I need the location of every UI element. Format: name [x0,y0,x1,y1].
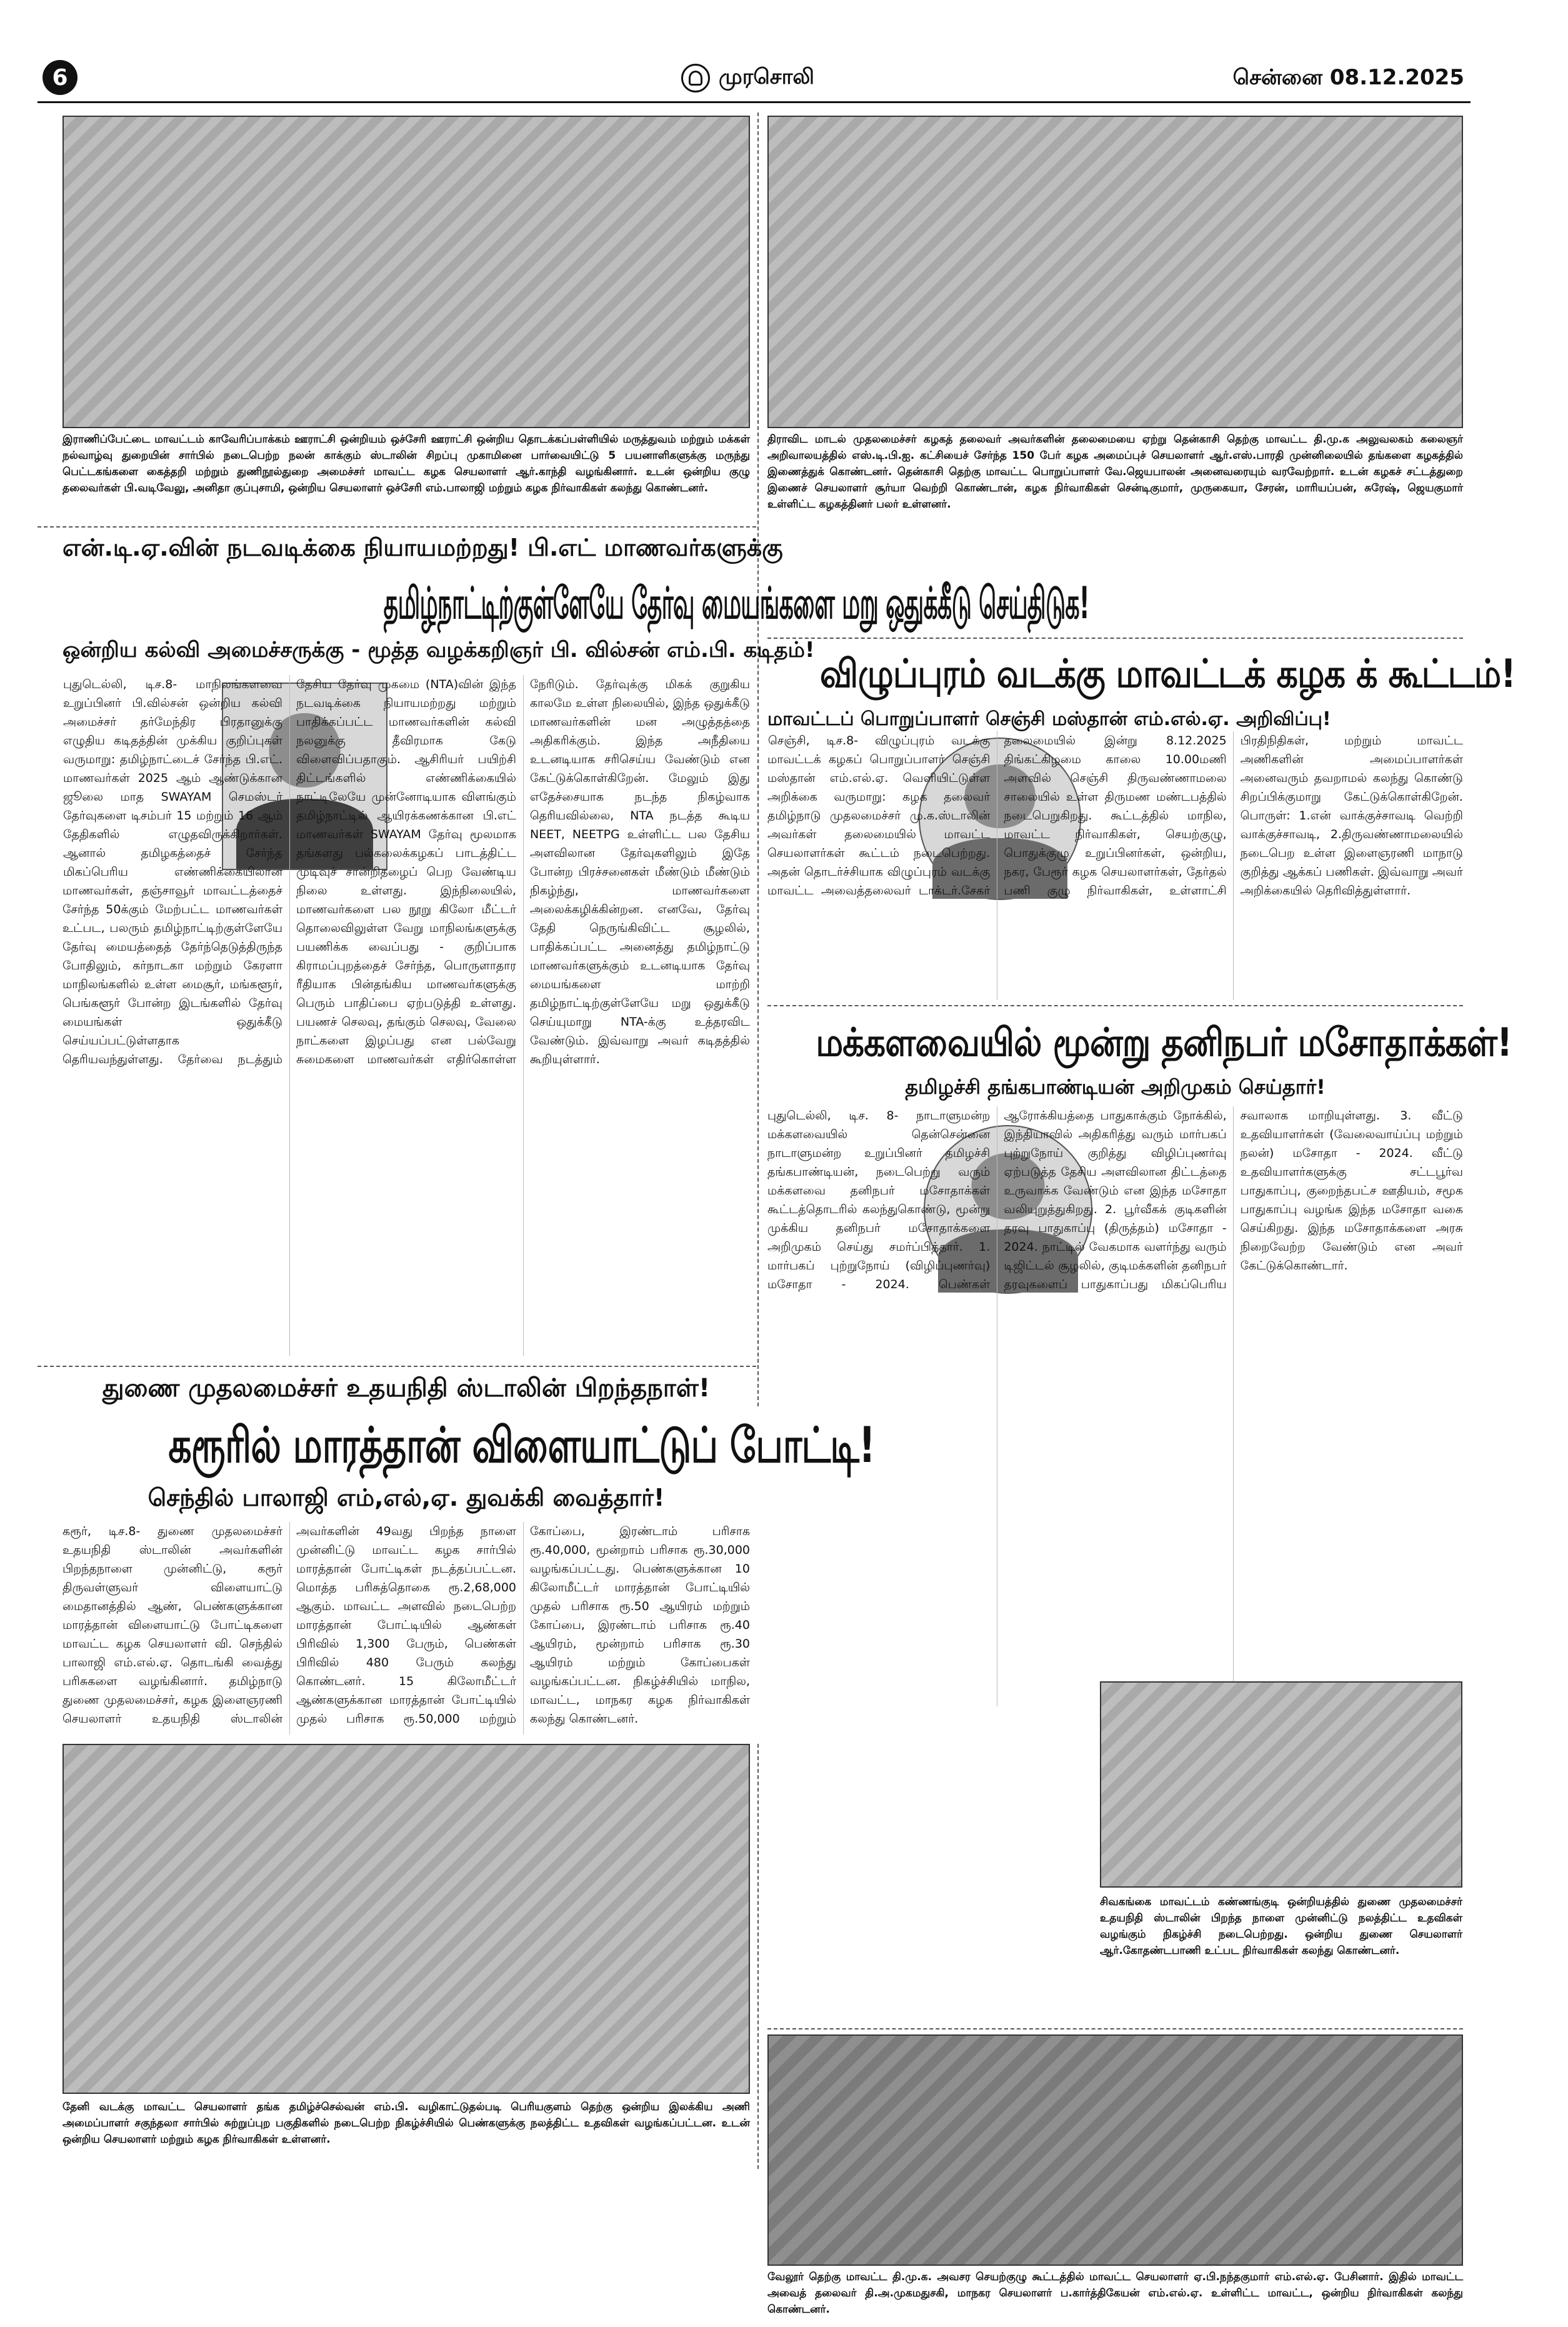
bottom-left-photo [62,1744,750,2094]
villupuram-subhead: மாவட்டப் பொறுப்பாளர் செஞ்சி மஸ்தான் எம்.எல்.ஏ. அறிவிப்பு! [767,708,1331,730]
neet-headline: தமிழ்நாட்டிற்குள்ளேயே தேர்வு மையங்களை மறு ஒதுக்கீடு செய்திடுக! [383,578,1089,629]
section-divider [767,638,1463,639]
rising-sun-emblem-icon [681,64,710,93]
masthead-rule [37,101,1471,103]
masthead [681,63,814,94]
mid-right-caption: சிவகங்கை மாவட்டம் கண்ணங்குடி ஒன்றியத்தில் துணை முதலமைச்சர் உதயநிதி ஸ்டாலின் பிறந்த நாளை முன்னிட்டு நலத்திட்ட உதவிகள் வழங்கும் நிகழ்ச்சி நடைபெற்றது. ஒன்றிய துணை செயலாளர் ஆர்.கோதண்டபாணி உட்பட நிர்வாகிகள் கலந்து கொண்டனர். [1100,1896,1462,1957]
neet-subhead: ஒன்றிய கல்வி அமைச்சருக்கு - மூத்த வழக்கறிஞர் பி. வில்சன் எம்.பி. கடிதம்! [62,638,815,663]
villupuram-headline: விழுப்புரம் வடக்கு மாவட்டக் கழக க் கூட்டம்! [819,651,1516,696]
mid-right-photo [1100,1681,1462,1888]
column-divider [757,1744,759,2169]
section-divider [37,1366,756,1367]
villupuram-body-text: செஞ்சி, டிச.8- விழுப்புரம் வடக்கு மாவட்டக் கழகப் பொறுப்பாளர் செஞ்சி மஸ்தான் எம்.எல்.ஏ. வெளியிட்டுள்ள அறிக்கை வருமாறு: கழக தலைவர் தமிழ்நாடு முதலமைச்சர் மு.க.ஸ்டாலின் அவர்கள் தலைமையில் மாவட்ட செயலாளர்கள் கூட்டம் நடைபெற்றது. அதன் தொடர்ச்சியாக விழுப்புரம் வடக்கு மாவட்ட அவைத்தலைவர் டாக்டர்.சேகர் தலைமையில் இன்று 8.12.2025 திங்கட்கிழமை காலை 10.00மணி அளவில் செஞ்சி திருவண்ணாமலை சாலையில் உள்ள திருமண மண்டபத்தில் நடைபெறுகிறது. கூட்டத்தில் மாநில, மாவட்ட நிர்வாகிகள், செயற்குழு, பொதுக்குழு உறுப்பினர்கள், ஒன்றிய, நகர, பேரூர் கழக செயலாளர்கள், தேர்தல் பணி குழு நிர்வாகிகள், உள்ளாட்சி பிரதிநிதிகள், மற்றும் மாவட்ட அணிகளின் அமைப்பாளர்கள் அனைவரும் தவறாமல் கலந்து கொண்டு சிறப்பிக்குமாறு கேட்டுக்கொள்கிறேன். பொருள்: 1.என் வாக்குச்சாவடி வெற்றி வாக்குச்சாவடி, 2.திருவண்ணாமலையில் நடைபெற உள்ள இளைஞரணி மாநாடு குறித்து ஆக்கப் பணிகள். இவ்வாறு அவர் அறிக்கையில் தெரிவித்துள்ளார். [767,734,1463,898]
bottom-right-photo [767,2034,1463,2266]
bills-article-body [767,1106,1463,1706]
neet-body-text: புதுடெல்லி, டிச.8- மாநிலங்களவை உறுப்பினர் பி.வில்சன் ஒன்றிய கல்வி அமைச்சர் தர்மேந்திர பிரதானுக்கு எழுதிய கடிதத்தின் முக்கிய குறிப்புகள் வருமாறு: தமிழ்நாட்டைச் சேர்ந்த பி.எட். மாணவர்கள் 2025 ஆம் ஆண்டுக்கான ஜூலை மாத SWAYAM செமஸ்டர் தேர்வுகளை டிசம்பர் 15 மற்றும் 16 ஆம் தேதிகளில் எழுதவிருக்கிறார்கள். ஆனால் தமிழகத்தைச் சேர்ந்த மிகப்பெரிய எண்ணிக்கையிலான மாணவர்கள், தஞ்சாவூர் மாவட்டத்தைச் சேர்ந்த 50க்கும் மேற்பட்ட மாணவர்கள் உட்பட, பலரும் தமிழ்நாட்டிற்குள்ளேயே தேர்வு மையத்தைத் தேர்ந்தெடுத்திருந்த போதிலும், கர்நாடகா மற்றும் கேரளா மாநிலங்களில் உள்ள மைசூர், மங்களூர், பெங்களூர் போன்ற இடங்களில் தேர்வு மையங்கள் ஒதுக்கீடு செய்யப்பட்டுள்ளதாக தெரியவந்துள்ளது. தேர்வை நடத்தும் தேசிய தேர்வு முகமை (NTA)வின் இந்த நடவடிக்கை நியாயமற்றது மற்றும் பாதிக்கப்பட்ட மாணவர்களின் கல்வி நலனுக்கு தீவிரமாக கேடு விளைவிப்பதாகும். ஆசிரியர் பயிற்சி திட்டங்களில் எண்ணிக்கையில் நாட்டிலேயே முன்னோடியாக விளங்கும் தமிழ்நாட்டில் ஆயிரக்கணக்கான பி.எட் மாணவர்கள் SWAYAM தேர்வு மூலமாக தங்களது பல்கலைக்கழகப் பாடத்திட்ட முடிவுச் சான்றிதழைப் பெற வேண்டிய நிலை உள்ளது. இந்நிலையில், மாணவர்களை பல நூறு கிலோ மீட்டர் தொலைவிலுள்ள வேறு மாநிலங்களுக்கு பயணிக்க வைப்பது - குறிப்பாக கிராமப்புறத்தைச் சேர்ந்த, பொருளாதார ரீதியாக பின்தங்கிய மாணவர்களுக்கு பெரும் பாதிப்பை ஏற்படுத்தி உள்ளது. பயணச் செலவு, தங்கும் செலவு, வேலை நாட்களை இழப்பது என பல்வேறு சுமைகளை மாணவர்கள் எதிர்கொள்ள நேரிடும். தேர்வுக்கு மிகக் குறுகிய காலமே உள்ள நிலையில், இந்த ஒதுக்கீடு மாணவர்களின் மன அழுத்தத்தை அதிகரிக்கும். இந்த அநீதியை உடனடியாக சரிசெய்ய வேண்டும் என கேட்டுக்கொள்கிறேன். மேலும் இது எதேச்சையாக நடந்த நிகழ்வாக தெரியவில்லை, NTA நடத்த கூடிய NEET, NEETPG உள்ளிட்ட பல தேசிய அளவிலான தேர்வுகளிலும் இதே போன்ற பிரச்சனைகள் மீண்டும் மீண்டும் நிகழ்ந்து, மாணவர்களை அலைக்கழிக்கின்றன. எனவே, தேர்வு தேதி நெருங்கிவிட்ட சூழலில், பாதிக்கப்பட்ட அனைத்து தமிழ்நாட்டு மாணவர்களுக்கும் உடனடியாக தேர்வு மையங்களை மாற்றி தமிழ்நாட்டிற்குள்ளேயே மறு ஒதுக்கீடு செய்யுமாறு NTA-க்கு உத்தரவிட வேண்டும். இவ்வாறு அவர் கடிதத்தில் கூறியுள்ளார். [62,678,750,1066]
marathon-kicker: துணை முதலமைச்சர் உதயநிதி ஸ்டாலின் பிறந்தநாள்! [102,1374,711,1403]
page-number: 6 [42,60,77,95]
masthead-title: முரசொலி [719,64,814,89]
villupuram-article-body [767,731,1463,1000]
bills-subhead: தமிழச்சி தங்கபாண்டியன் அறிமுகம் செய்தார்! [905,1075,1326,1099]
top-right-caption: திராவிட மாடல் முதலமைச்சர் கழகத் தலைவர் அவர்களின் தலைமையை ஏற்று தென்காசி தெற்கு மாவட்ட தி.மு.க அலுவலகம் கலைஞர் அறிவாலயத்தில் எஸ்.டி.பி.ஐ. கட்சியைச் சேர்ந்த 150 பேர் கழக அமைப்புச் செயலாளர் ஆர்.எஸ்.பாரதி முன்னிலையில் தங்களை கழகத்தில் இணைத்துக் கொண்டனர். தென்காசி தெற்கு மாவட்ட பொறுப்பாளர் வே.ஜெயபாலன் அனைவரையும் வரவேற்றார். உடன் கழகச் சட்டத்துறை இணைச் செயலாளர் சூர்யா வெற்றி கொண்டான், கழக நிர்வாகிகள் சென்டிகுமார், முருகையா, சேரன், மாரியப்பன், சுரேஷ், ஜெயகுமார் உள்ளிட்ட கழகத்தினர் பலர் உள்ளனர். [767,433,1463,511]
section-divider [767,2028,1463,2029]
marathon-body-text: கரூர், டிச.8- துணை முதலமைச்சர் உதயநிதி ஸ்டாலின் அவர்களின் பிறந்தநாளை முன்னிட்டு, கரூர் திருவள்ளுவர் விளையாட்டு மைதானத்தில் ஆண், பெண்களுக்கான மாரத்தான் விளையாட்டு போட்டிகளை மாவட்ட கழக செயலாளர் வி. செந்தில் பாலாஜி எம்.எல்.ஏ. தொடங்கி வைத்து பரிசுகளை வழங்கினார். தமிழ்நாடு துணை முதலமைச்சர், கழக இளைஞரணி செயலாளர் உதயநிதி ஸ்டாலின் அவர்களின் 49வது பிறந்த நாளை முன்னிட்டு மாவட்ட கழக சார்பில் மாரத்தான் போட்டிகள் நடத்தப்பட்டன. மொத்த பரிசுத்தொகை ரூ.2,68,000 ஆகும். மாவட்ட அளவில் நடைபெற்ற மாரத்தான் போட்டியில் ஆண்கள் பிரிவில் 1,300 பேரும், பெண்கள் பிரிவில் 480 பேரும் கலந்து கொண்டனர். 15 கிலோமீட்டர் ஆண்களுக்கான மாரத்தான் போட்டியில் முதல் பரிசாக ரூ.50,000 மற்றும் கோப்பை, இரண்டாம் பரிசாக ரூ.40,000, மூன்றாம் பரிசாக ரூ.30,000 வழங்கப்பட்டது. பெண்களுக்கான 10 கிலோமீட்டர் மாரத்தான் போட்டியில் முதல் பரிசாக ரூ.50 ஆயிரம் மற்றும் கோப்பை, இரண்டாம் பரிசாக ரூ.40 ஆயிரம், மூன்றாம் பரிசாக ரூ.30 ஆயிரம் மற்றும் கோப்பைகள் வழங்கப்பட்டன. நிகழ்ச்சியில் மாநில, மாவட்ட, மாநகர கழக நிர்வாகிகள் கலந்து கொண்டனர். [62,1524,750,1726]
section-divider [767,1005,1463,1006]
neet-article-body [62,675,750,1356]
bills-body-text: புதுடெல்லி, டிச. 8- நாடாளுமன்ற மக்களவையில் தென்சென்னை நாடாளுமன்ற உறுப்பினர் தமிழச்சி தங்கபாண்டியன், நடைபெற்று வரும் மக்களவை தனிநபர் மசோதாக்கள் கூட்டத்தொடரில் கலந்துகொண்டு, மூன்று முக்கிய தனிநபர் மசோதாக்களை அறிமுகம் செய்து சமர்ப்பித்தார். 1. மார்பகப் புற்றுநோய் (விழிப்புணர்வு) மசோதா - 2024. பெண்கள் ஆரோக்கியத்தை பாதுகாக்கும் நோக்கில், இந்தியாவில் அதிகரித்து வரும் மார்பகப் புற்றுநோய் குறித்து விழிப்புணர்வு ஏற்படுத்த தேசிய அளவிலான திட்டத்தை உருவாக்க வேண்டும் என இந்த மசோதா வலியுறுத்துகிறது. 2. பூர்வீகக் குடிகளின் தரவு பாதுகாப்பு (திருத்தம்) மசோதா - 2024. நாட்டில் வேகமாக வளர்ந்து வரும் டிஜிட்டல் சூழலில், குடிமக்களின் தனிநபர் தரவுகளைப் பாதுகாப்பது மிகப்பெரிய சவாலாக மாறியுள்ளது. 3. வீட்டு உதவியாளர்கள் (வேலைவாய்ப்பு மற்றும் நலன்) மசோதா - 2024. வீட்டு உதவியாளர்களுக்கு சட்டபூர்வ பாதுகாப்பு, குறைந்தபட்ச ஊதியம், சமூக பாதுகாப்பு வழங்க இந்த மசோதா வகை செய்கிறது. இந்த மசோதாக்களை அரசு நிறைவேற்ற வேண்டும் என அவர் கேட்டுக்கொண்டார். [767,1109,1463,1291]
marathon-headline: கரூரில் மாரத்தான் விளையாட்டுப் போட்டி! [168,1418,875,1474]
section-divider [37,526,756,528]
marathon-subhead: செந்தில் பாலாஜி எம்,எல்,ஏ. துவக்கி வைத்தார்! [147,1484,665,1511]
marathon-article-body [62,1522,750,1734]
top-left-photo [62,116,750,428]
top-right-photo [767,116,1463,428]
city-date: சென்னை 08.12.2025 [1232,65,1464,90]
neet-kicker: என்.டி.ஏ.வின் நடவடிக்கை நியாயமற்றது! பி.எட் மாணவர்களுக்கு [62,534,783,561]
bottom-left-caption: தேனி வடக்கு மாவட்ட செயலாளர் தங்க தமிழ்ச்செல்வன் எம்.பி. வழிகாட்டுதல்படி பெரியகுளம் தெற்கு ஒன்றிய இலக்கிய அணி அமைப்பாளர் சகுந்தலா சார்பில் சுற்றுப்புற பகுதிகளில் நடைபெற்ற நிகழ்ச்சியில் பெண்களுக்கு நலத்திட்ட உதவிகள் வழங்கப்பட்டன. உடன் ஒன்றிய செயலாளர் மற்றும் கழக நிர்வாகிகள் உள்ளனர். [62,2101,750,2146]
column-divider [757,747,759,1406]
bills-headline: மக்களவையில் மூன்று தனிநபர் மசோதாக்கள்! [816,1019,1512,1065]
top-left-caption: இராணிப்பேட்டை மாவட்டம் காவேரிப்பாக்கம் ஊராட்சி ஒன்றியம் ஒச்சேரி ஊராட்சி ஒன்றிய தொடக்கப்பள்ளியில் மருத்துவம் மற்றும் மக்கள் நல்வாழ்வு துறையின் சார்பில் நடைபெற்ற நலன் காக்கும் ஸ்டாலின் சிறப்பு முகாமினை பார்வையிட்டு 5 பயனாளிகளுக்கு மருந்து பெட்டகங்களை கைத்தறி மற்றும் துணிநூல்துறை அமைச்சர் மாவட்ட கழக செயலாளர் ஆர்.காந்தி வழங்கினார். உடன் ஒன்றிய குழு தலைவர்கள் பி.வடிவேலு, அனிதா குப்புசாமி, ஒன்றிய செயலாளர் ஒச்சேரி எம்.பாலாஜி மற்றும் கழக நிர்வாகிகள் கலந்து கொண்டனர். [62,433,750,494]
bottom-right-caption: வேலூர் தெற்கு மாவட்ட தி.மு.க. அவசர செயற்குழு கூட்டத்தில் மாவட்ட செயலாளர் ஏ.பி.நந்தகுமார் எம்.எல்.ஏ. பேசினார். இதில் மாவட்ட அவைத் தலைவர் தி.அ.முகமதுசகி, மாநகர செயலாளர் ப.கார்த்திகேயன் எம்.எல்.ஏ. உள்ளிட்ட மாவட்ட, ஒன்றிய நிர்வாகிகள் கலந்து கொண்டனர். [767,2271,1463,2316]
